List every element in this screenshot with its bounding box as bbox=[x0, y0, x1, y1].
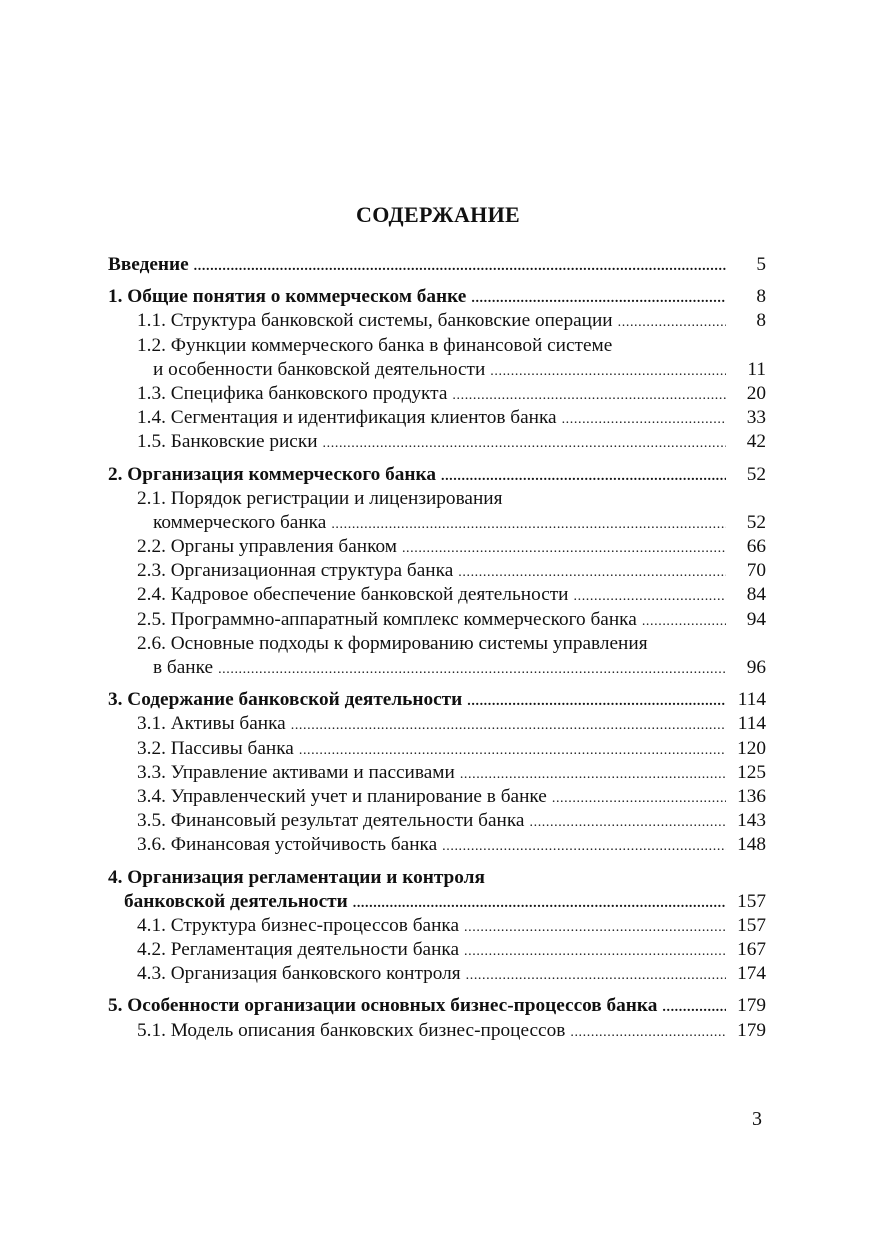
toc-page-number: 94 bbox=[746, 608, 766, 630]
toc-line bbox=[108, 583, 766, 607]
toc-entry-title: 4.2. Регламентация деятельности банка bbox=[137, 939, 460, 961]
toc-page-number: 96 bbox=[746, 657, 766, 678]
toc-line bbox=[108, 962, 766, 986]
toc-subsection-entry[interactable] bbox=[108, 809, 766, 833]
toc-line bbox=[108, 890, 766, 914]
toc-line bbox=[108, 559, 766, 583]
toc-line bbox=[108, 809, 766, 833]
toc-subsection-entry[interactable] bbox=[108, 712, 766, 736]
toc-page-number: 179 bbox=[737, 995, 766, 1017]
toc-chapter-entry[interactable] bbox=[108, 994, 766, 1018]
toc-entry-title: 2.1. Порядок регистрации и лицензирования bbox=[137, 487, 503, 509]
toc-page-number: 136 bbox=[737, 785, 766, 807]
toc-page-number: 66 bbox=[746, 536, 766, 558]
dot-leader bbox=[291, 712, 726, 738]
toc-subsection-entry[interactable] bbox=[108, 737, 766, 761]
dot-leader bbox=[662, 994, 726, 1020]
toc-line bbox=[108, 785, 766, 809]
toc-entry-title: 3.4. Управленческий учет и планирование в банке bbox=[137, 785, 547, 807]
toc-entry-title: 5.1. Модель описания банковских бизнес-процессов bbox=[137, 1019, 566, 1041]
toc-line bbox=[108, 632, 766, 656]
toc-line bbox=[108, 833, 766, 857]
toc-page-number: 42 bbox=[746, 431, 766, 453]
toc-entry-title: 4.1. Структура бизнес-процессов банка bbox=[137, 914, 460, 936]
toc-page-number: 70 bbox=[746, 560, 766, 582]
dot-leader bbox=[471, 285, 726, 311]
toc-entry-title: 1.5. Банковские риски bbox=[137, 431, 318, 453]
toc-entry-title: 3.3. Управление активами и пассивами bbox=[137, 761, 455, 783]
page-title: СОДЕРЖАНИЕ bbox=[356, 202, 520, 227]
toc-subsection-entry[interactable] bbox=[108, 938, 766, 962]
dot-leader bbox=[552, 785, 726, 811]
dot-leader bbox=[452, 382, 726, 408]
toc-subsection-entry[interactable] bbox=[108, 559, 766, 583]
toc-page-number: 179 bbox=[737, 1019, 766, 1041]
toc-page-number: 167 bbox=[737, 939, 766, 961]
toc-chapter-entry[interactable] bbox=[108, 253, 766, 277]
toc-chapter-entry[interactable] bbox=[108, 285, 766, 309]
toc-line bbox=[108, 761, 766, 785]
dot-leader bbox=[458, 559, 726, 585]
toc-subsection-entry[interactable] bbox=[108, 406, 766, 430]
toc-page-number: 8 bbox=[756, 310, 766, 332]
toc-page-number: 125 bbox=[737, 761, 766, 783]
toc-subsection-entry[interactable] bbox=[108, 487, 766, 535]
toc-line bbox=[108, 285, 766, 309]
toc-entry-title: в банке bbox=[153, 657, 214, 678]
dot-leader bbox=[466, 962, 726, 988]
toc-line bbox=[108, 309, 766, 333]
dot-leader bbox=[441, 463, 726, 489]
toc-section-group bbox=[108, 688, 766, 857]
toc-entry-title: 4. Организация регламентации и контроля bbox=[108, 866, 485, 888]
toc-entry-title: 4.3. Организация банковского контроля bbox=[137, 963, 461, 985]
toc-subsection-entry[interactable] bbox=[108, 761, 766, 785]
toc-subsection-entry[interactable] bbox=[108, 382, 766, 406]
toc-subsection-entry[interactable] bbox=[108, 632, 766, 680]
toc-subsection-entry[interactable] bbox=[108, 583, 766, 607]
toc-line bbox=[108, 656, 766, 680]
toc-line bbox=[108, 382, 766, 406]
toc-page-number: 174 bbox=[737, 963, 766, 985]
toc-subsection-entry[interactable] bbox=[108, 1019, 766, 1043]
dot-leader bbox=[402, 535, 726, 561]
toc-page-number: 148 bbox=[737, 834, 766, 856]
toc-entry-title: и особенности банковской деятельности bbox=[153, 358, 486, 380]
table-of-contents bbox=[108, 253, 766, 1051]
toc-entry-title: коммерческого банка bbox=[153, 511, 327, 533]
toc-entry-title: 1.4. Сегментация и идентификация клиентов банка bbox=[137, 407, 557, 429]
toc-page-number: 114 bbox=[737, 689, 766, 711]
toc-page-number: 114 bbox=[737, 713, 766, 735]
dot-leader bbox=[618, 309, 726, 335]
toc-section-group bbox=[108, 463, 766, 681]
toc-page-number: 84 bbox=[746, 584, 766, 606]
toc-entry-title: 2. Организация коммерческого банка bbox=[108, 463, 436, 485]
toc-page-number: 157 bbox=[737, 914, 766, 936]
toc-line bbox=[108, 1019, 766, 1043]
toc-entry-title: 2.2. Органы управления банком bbox=[137, 536, 397, 558]
page-number: 3 bbox=[752, 1108, 762, 1130]
dot-leader bbox=[353, 890, 726, 916]
toc-line bbox=[108, 511, 766, 535]
toc-entry-title: 3.2. Пассивы банка bbox=[137, 737, 294, 759]
dot-leader bbox=[467, 688, 726, 714]
dot-leader bbox=[299, 737, 726, 763]
dot-leader bbox=[574, 583, 727, 609]
toc-entry-title: 1. Общие понятия о коммерческом банке bbox=[108, 286, 467, 308]
toc-section-group bbox=[108, 285, 766, 454]
toc-line bbox=[108, 253, 766, 277]
toc-page-number: 33 bbox=[746, 407, 766, 429]
toc-entry-title: 2.5. Программно-аппаратный комплекс коммерческого банка bbox=[137, 608, 637, 630]
toc-section-group bbox=[108, 253, 766, 277]
toc-entry-title: 2.6. Основные подходы к формированию системы управления bbox=[137, 632, 648, 654]
toc-line bbox=[108, 463, 766, 487]
dot-leader bbox=[442, 833, 726, 859]
toc-page-number: 157 bbox=[737, 890, 766, 912]
toc-page-number: 5 bbox=[756, 254, 766, 275]
toc-line bbox=[108, 994, 766, 1018]
toc-line bbox=[108, 737, 766, 761]
toc-chapter-entry[interactable] bbox=[108, 866, 766, 914]
dot-leader bbox=[562, 406, 726, 432]
toc-page-number: 52 bbox=[746, 511, 766, 533]
toc-line bbox=[108, 608, 766, 632]
toc-subsection-entry[interactable] bbox=[108, 785, 766, 809]
toc-entry-title: Введение bbox=[108, 254, 189, 275]
toc-page-number: 120 bbox=[737, 737, 766, 759]
toc-entry-title: 3.5. Финансовый результат деятельности банка bbox=[137, 810, 525, 832]
toc-subsection-entry[interactable] bbox=[108, 833, 766, 857]
toc-line bbox=[108, 487, 766, 511]
toc-line bbox=[108, 914, 766, 938]
dot-leader bbox=[530, 809, 727, 835]
toc-entry-title: 3. Содержание банковской деятельности bbox=[108, 689, 463, 711]
toc-subsection-entry[interactable] bbox=[108, 914, 766, 938]
toc-line bbox=[108, 334, 766, 358]
toc-subsection-entry[interactable] bbox=[108, 535, 766, 559]
dot-leader bbox=[490, 358, 726, 384]
toc-line bbox=[108, 712, 766, 736]
toc-page-number: 8 bbox=[756, 286, 766, 308]
toc-section-group bbox=[108, 866, 766, 987]
toc-line bbox=[108, 430, 766, 454]
dot-leader bbox=[331, 511, 726, 537]
toc-entry-title: 5. Особенности организации основных бизнес-процессов банка bbox=[108, 995, 658, 1017]
toc-page-number: 52 bbox=[746, 463, 766, 485]
toc-line bbox=[108, 406, 766, 430]
toc-entry-title: 1.1. Структура банковской системы, банковские операции bbox=[137, 310, 613, 332]
dot-leader bbox=[218, 656, 726, 682]
dot-leader bbox=[460, 761, 726, 787]
toc-subsection-entry[interactable] bbox=[108, 962, 766, 986]
toc-page-number: 143 bbox=[737, 810, 766, 832]
toc-line bbox=[108, 688, 766, 712]
toc-subsection-entry[interactable] bbox=[108, 608, 766, 632]
toc-entry-title: 1.2. Функции коммерческого банка в финансовой системе bbox=[137, 334, 613, 356]
toc-chapter-entry[interactable] bbox=[108, 463, 766, 487]
dot-leader bbox=[570, 1019, 726, 1045]
toc-subsection-entry[interactable] bbox=[108, 309, 766, 333]
toc-line bbox=[108, 938, 766, 962]
toc-entry-title: 2.3. Организационная структура банка bbox=[137, 560, 454, 582]
toc-entry-title: 2.4. Кадровое обеспечение банковской деятельности bbox=[137, 584, 569, 606]
toc-subsection-entry[interactable] bbox=[108, 334, 766, 382]
dot-leader bbox=[194, 253, 726, 279]
toc-entry-title: банковской деятельности bbox=[124, 890, 348, 912]
toc-line bbox=[108, 358, 766, 382]
toc-page-number: 11 bbox=[747, 358, 766, 380]
toc-page-number: 20 bbox=[746, 382, 766, 404]
toc-entry-title: 1.3. Специфика банковского продукта bbox=[137, 382, 448, 404]
dot-leader bbox=[642, 608, 726, 634]
toc-entry-title: 3.1. Активы банка bbox=[137, 713, 286, 735]
dot-leader bbox=[464, 938, 726, 964]
toc-line bbox=[108, 535, 766, 559]
toc-chapter-entry[interactable] bbox=[108, 688, 766, 712]
dot-leader bbox=[323, 430, 726, 456]
toc-entry-title: 3.6. Финансовая устойчивость банка bbox=[137, 834, 438, 856]
toc-line bbox=[108, 866, 766, 890]
toc-section-group bbox=[108, 994, 766, 1042]
dot-leader bbox=[464, 914, 726, 940]
toc-subsection-entry[interactable] bbox=[108, 430, 766, 454]
